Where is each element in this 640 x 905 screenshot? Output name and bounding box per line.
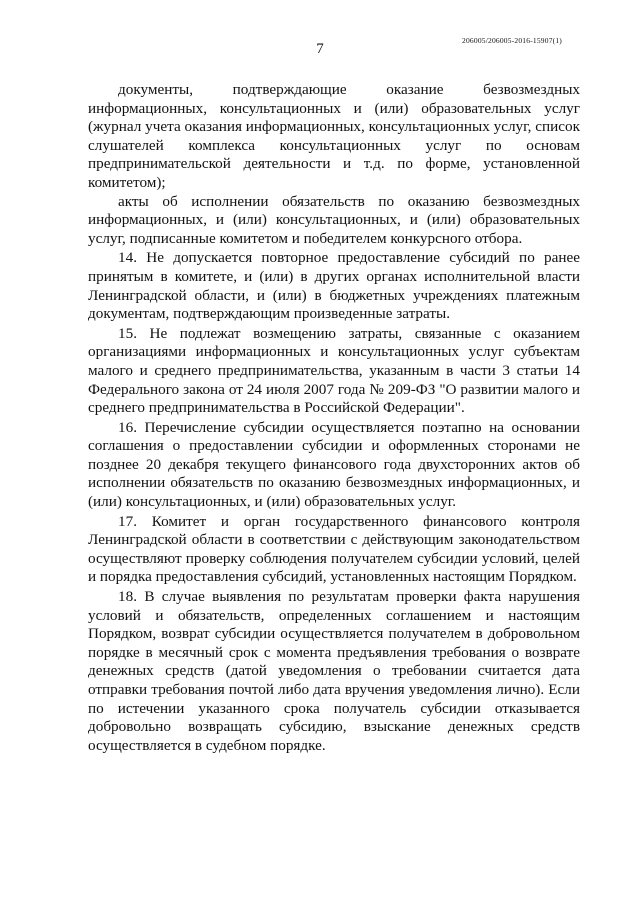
document-id: 206005/206005-2016-15907(1) (462, 36, 562, 45)
paragraph-17: 17. Комитет и орган государственного финансового контроля Ленинградской области в соответствии с действующим законодательством осуществляют проверку соблюдения получателем субсидии условий, целей и порядка предоставления субсидий, установленных настоящим Порядком. (88, 512, 580, 586)
paragraph-14: 14. Не допускается повторное предоставление субсидий по ранее принятым в комитете, и (или) в других органах исполнительной власти Ленинградской области, и (или) в бюджетных учреждениях платежным документам, подтверждающим произведенные затраты. (88, 249, 580, 323)
document-body (88, 81, 580, 755)
paragraph-acts: акты об исполнении обязательств по оказанию безвозмездных информационных, и (или) консультационных, и (или) образовательных услуг, подписанные комитетом и победителем конкурсного отбора. (88, 192, 580, 247)
paragraph-documents: документы, подтверждающие оказание безвозмездных информационных, консультационных и (или) образовательных услуг (журнал учета оказания информационных, консультационных услуг, список слушателей комплекса консультационных услуг по основам предпринимательской деятельности и т.д. по форме, установленной комитетом); (88, 81, 580, 191)
paragraph-18: 18. В случае выявления по результатам проверки факта нарушения условий и обязательств, определенных соглашением и настоящим Порядком, возврат субсидии осуществляется получателем в добровольном порядке в месячный срок с момента предъявления требования о возврате денежных средств (датой уведомления о требовании считается дата отправки требования почтой либо дата вручения уведомления лично). Если по истечении указанного срока получатель субсидии отказывается добровольно возвращать субсидию, взыскание денежных средств осуществляется в судебном порядке. (88, 588, 580, 754)
paragraph-16: 16. Перечисление субсидии осуществляется поэтапно на основании соглашения о предоставлении субсидии и оформленных сторонами не позднее 20 декабря текущего финансового года двухсторонних актов об исполнении обязательств по оказанию безвозмездных информационных, и (или) консультационных, и (или) образовательных услуг. (88, 418, 580, 511)
paragraph-15: 15. Не подлежат возмещению затраты, связанные с оказанием организациями информационных и консультационных услуг субъектам малого и среднего предпринимательства, указанным в части 3 статьи 14 Федерального закона от 24 июля 2007 года № 209-ФЗ "О развитии малого и среднего предпринимательства в Российской Федерации". (88, 324, 580, 417)
page-number: 7 (316, 41, 324, 57)
